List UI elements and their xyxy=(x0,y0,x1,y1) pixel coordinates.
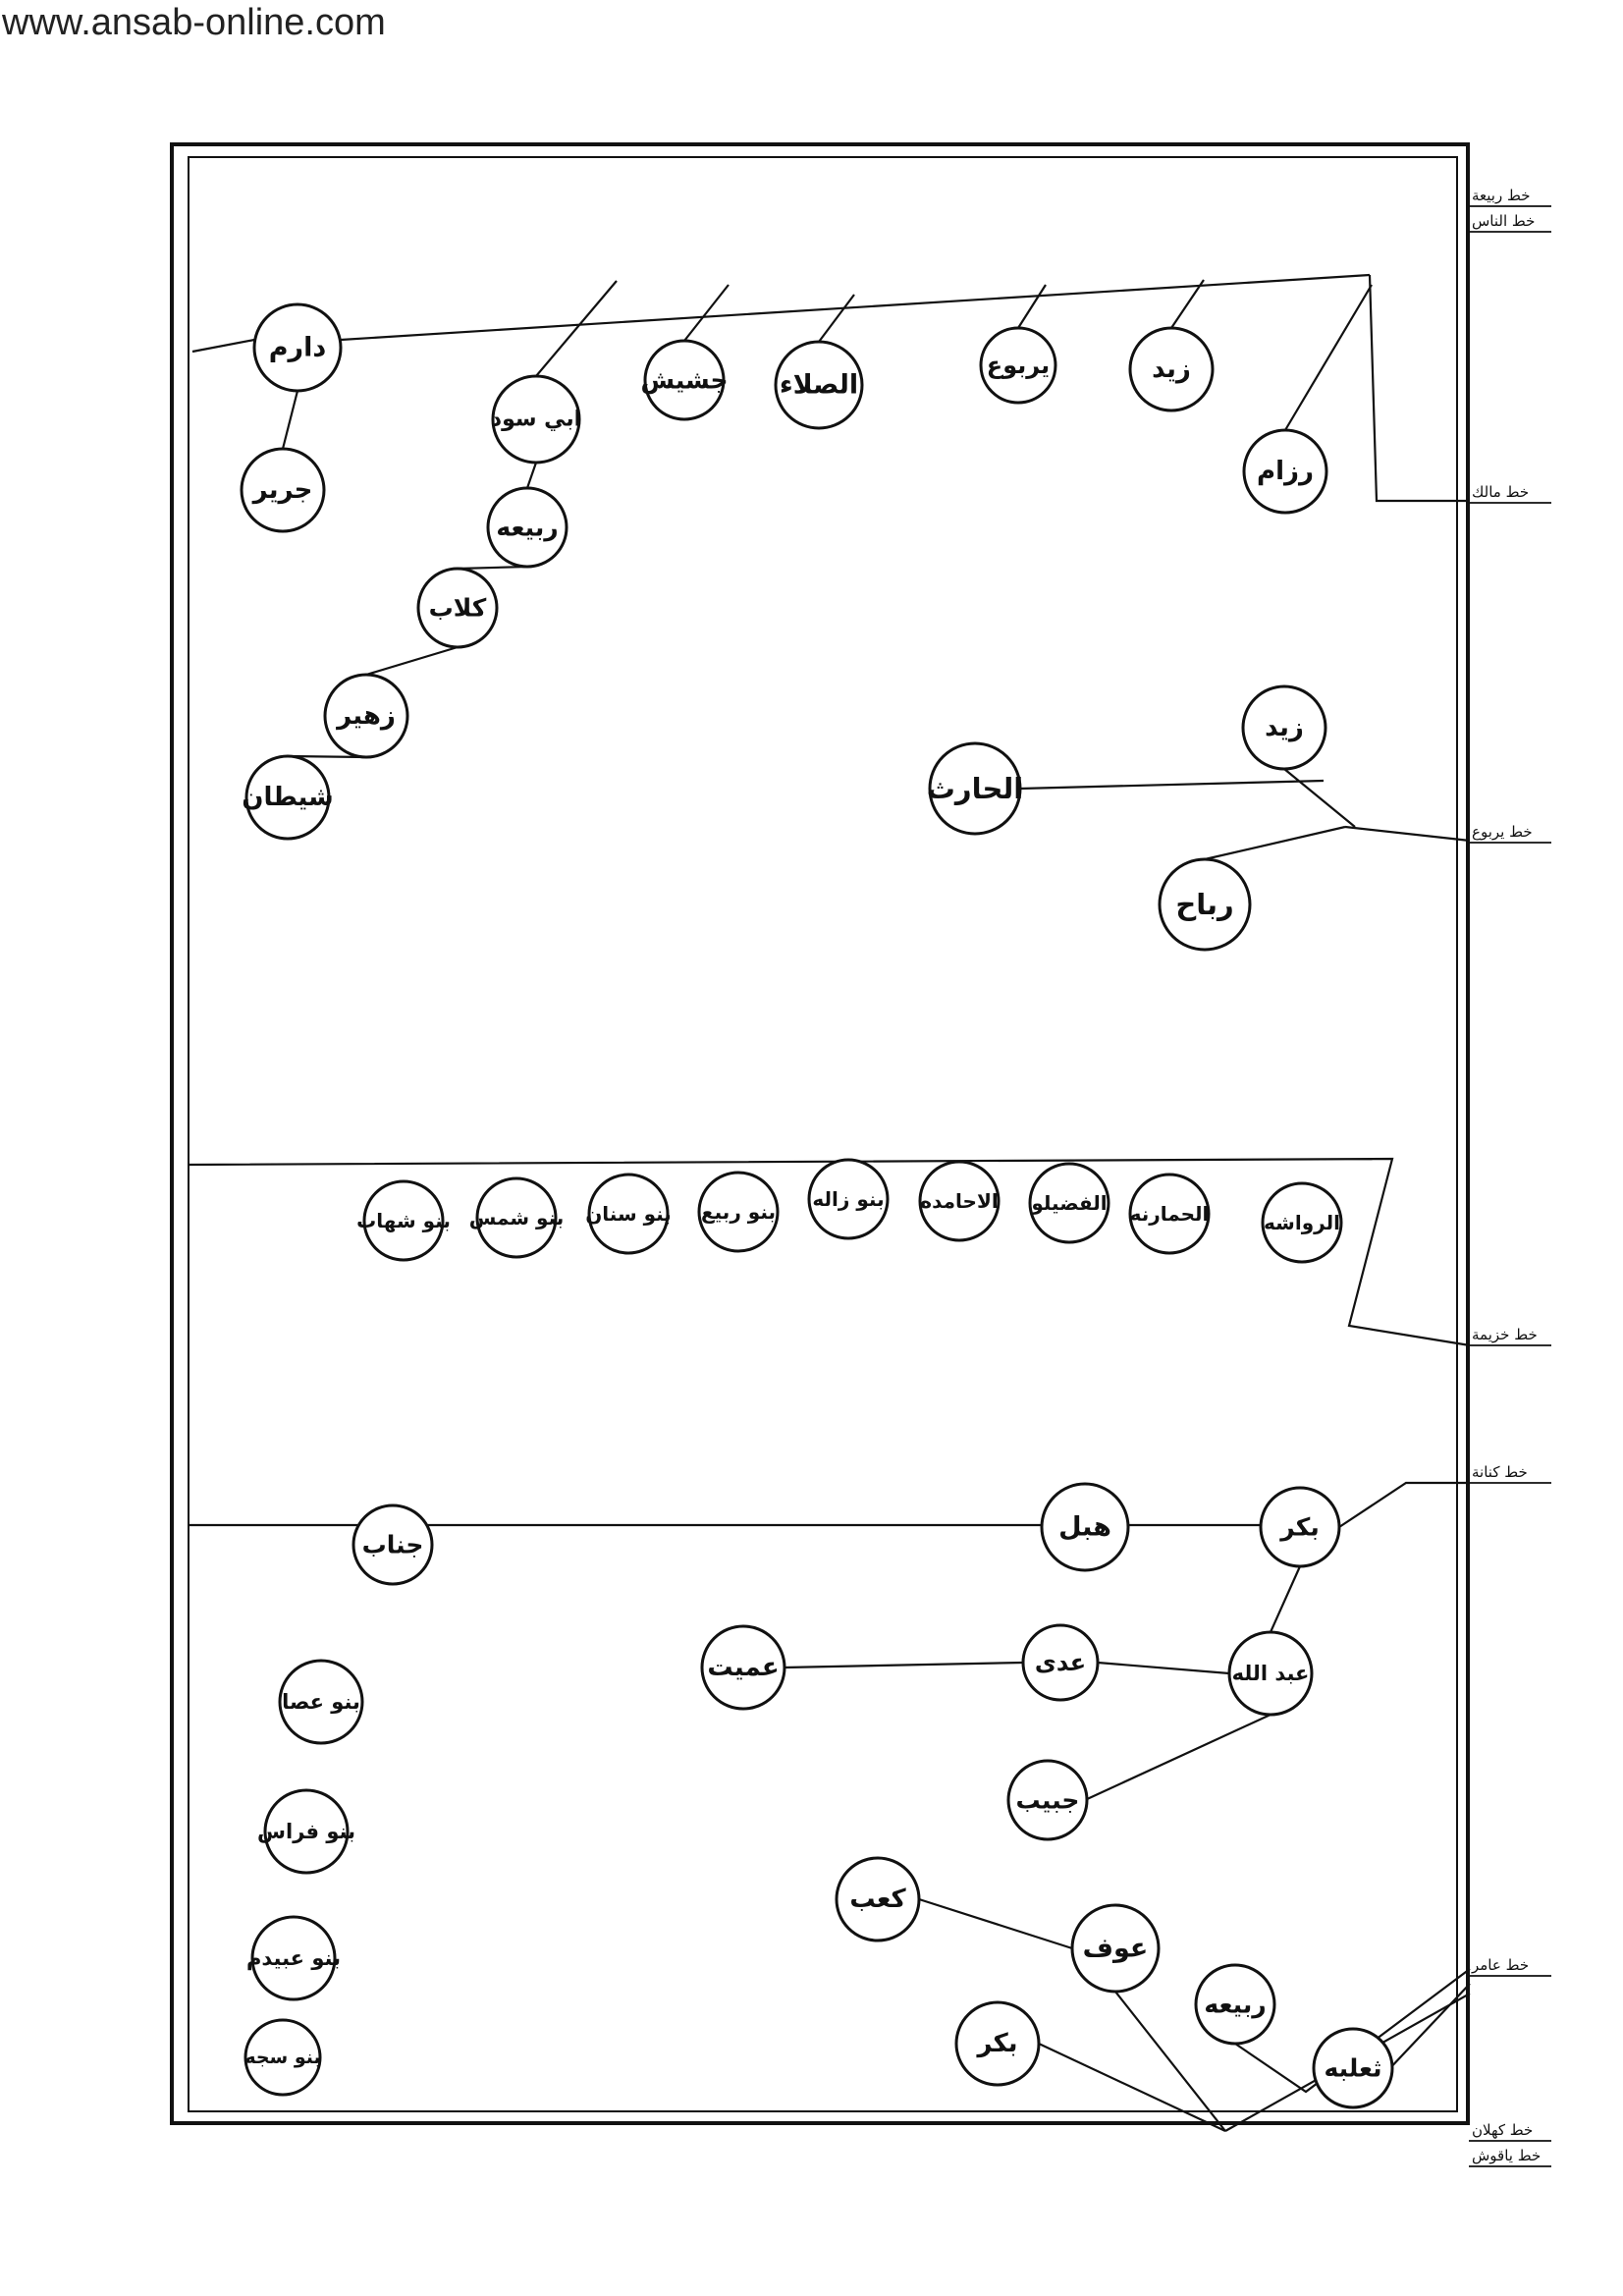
node-label: رباح xyxy=(1175,888,1234,921)
tree-node xyxy=(1263,1183,1341,1262)
node-label: جرير xyxy=(252,475,313,505)
node-label: زهير xyxy=(337,701,396,731)
tree-node xyxy=(1008,1761,1087,1839)
connector-line xyxy=(784,1663,1023,1667)
tree-node xyxy=(1314,2029,1392,2107)
line-marker-label: خط كهلان xyxy=(1472,2121,1534,2139)
tree-node xyxy=(280,1661,362,1743)
tree-node xyxy=(1244,430,1326,513)
tree-node xyxy=(1042,1484,1128,1570)
connector-line xyxy=(1284,769,1355,827)
node-label: الرواشه xyxy=(1264,1211,1340,1234)
line-marker-label: خط ياقوش xyxy=(1472,2147,1542,2164)
node-label: ربيعه xyxy=(1204,1990,1267,2019)
tree-node xyxy=(1261,1488,1339,1566)
node-label: الاحامده xyxy=(920,1189,999,1213)
line-marker-label: خط كنانة xyxy=(1472,1463,1528,1481)
tree-node xyxy=(956,2002,1039,2085)
connector-line xyxy=(1085,1715,1271,1800)
connector-line xyxy=(1020,781,1324,789)
connector-line xyxy=(684,285,729,341)
tree-node xyxy=(356,1181,451,1260)
tree-node xyxy=(244,2020,320,2095)
node-label: جشيش xyxy=(640,365,729,395)
node-label: هبل xyxy=(1058,1511,1111,1543)
tree-node xyxy=(1196,1965,1274,2044)
tree-node xyxy=(1130,328,1213,410)
node-label: بنو شمس xyxy=(468,1206,565,1230)
node-label: بنو شهاب xyxy=(356,1209,451,1232)
node-label: الحمارنه xyxy=(1129,1202,1210,1226)
node-label: كلاب xyxy=(428,593,487,623)
node-label: عوف xyxy=(1082,1933,1149,1964)
node-label: الحارث xyxy=(926,772,1024,805)
tree-node xyxy=(1130,1175,1210,1253)
tree-node xyxy=(981,328,1055,403)
node-label: بكر xyxy=(1280,1512,1320,1542)
tree-node xyxy=(809,1160,888,1238)
node-label: بنو عصا xyxy=(282,1690,360,1714)
node-label: بكر xyxy=(977,2029,1018,2058)
connector-line xyxy=(1018,285,1046,328)
tree-node xyxy=(1160,859,1250,950)
node-label: شيطان xyxy=(242,783,334,812)
site-url: www.ansab-online.com xyxy=(2,2,386,43)
node-label: عبد الله xyxy=(1231,1662,1310,1685)
tree-node xyxy=(242,756,333,839)
tree-node xyxy=(257,1790,355,1873)
tree-node xyxy=(702,1626,784,1709)
node-label: بنو سجه xyxy=(244,2047,321,2068)
tree-node xyxy=(1023,1625,1098,1700)
connector-line xyxy=(1039,2044,1225,2131)
connector-line xyxy=(919,1899,1072,1948)
line-marker-label: خط خزيمة xyxy=(1472,1326,1538,1343)
tree-node xyxy=(1243,686,1325,769)
node-label: بنو ربيع xyxy=(700,1200,777,1224)
node-label: جبيب xyxy=(1015,1785,1080,1815)
tree-node xyxy=(325,675,407,757)
tree-node xyxy=(353,1505,432,1584)
tree-node xyxy=(920,1162,999,1240)
tree-node xyxy=(488,488,567,567)
node-label: ربيعه xyxy=(496,513,559,542)
node-label: زيد xyxy=(1152,355,1191,384)
connector-line xyxy=(1370,275,1470,501)
node-label: بنو زاله xyxy=(812,1187,885,1211)
node-label: ابي سود xyxy=(490,407,582,432)
line-marker-label: خط ربيعة xyxy=(1472,187,1531,204)
connector-line xyxy=(536,281,617,376)
node-label: رزام xyxy=(1257,457,1314,486)
connector-line xyxy=(527,463,536,488)
tree-node xyxy=(927,743,1023,834)
line-marker-label: خط عامر xyxy=(1472,1956,1530,1974)
connector-line xyxy=(341,275,1370,340)
node-label: بنو عبيدم xyxy=(246,1946,341,1970)
line-marker-label: خط الناس xyxy=(1472,212,1536,230)
line-marker-label: خط مالك xyxy=(1472,483,1530,501)
tree-node xyxy=(246,1917,341,1999)
connector-line xyxy=(1205,827,1345,859)
connector-line xyxy=(283,391,298,449)
node-label: دارم xyxy=(268,332,327,363)
tree-node xyxy=(776,342,862,428)
tree-node xyxy=(418,569,497,647)
connector-line xyxy=(1345,827,1470,841)
connector-line xyxy=(1285,285,1372,430)
tree-node xyxy=(1229,1632,1312,1715)
name-nodes xyxy=(242,304,1392,2107)
node-label: الفضيلو xyxy=(1031,1191,1108,1215)
node-label: عدى xyxy=(1034,1649,1087,1676)
node-label: يربوع xyxy=(986,352,1051,379)
connector-line xyxy=(1098,1663,1229,1673)
tree-node xyxy=(837,1858,919,1941)
tree-node xyxy=(640,341,728,419)
connector-line xyxy=(458,567,527,569)
node-label: بنو فراس xyxy=(257,1820,355,1843)
connector-line xyxy=(192,340,254,352)
tree-node xyxy=(491,376,581,463)
node-label: جناب xyxy=(361,1530,424,1559)
line-marker-label: خط يربوع xyxy=(1472,823,1533,841)
node-label: الصلاء xyxy=(779,369,859,401)
node-label: ثعلبه xyxy=(1324,2053,1382,2083)
tree-node xyxy=(1072,1905,1159,1992)
connector-line xyxy=(366,647,458,675)
tree-node xyxy=(242,449,324,531)
node-label: عميت xyxy=(707,1653,780,1682)
node-label: بنو سنان xyxy=(585,1202,672,1226)
tree-node xyxy=(699,1173,778,1251)
tree-node xyxy=(585,1175,672,1253)
connector-line xyxy=(1339,1483,1470,1527)
node-label: كعب xyxy=(849,1885,906,1914)
node-label: زيد xyxy=(1265,713,1304,742)
tree-node xyxy=(469,1178,565,1257)
connector-line xyxy=(819,295,854,342)
tree-node xyxy=(1030,1164,1109,1242)
connector-line xyxy=(1271,1566,1300,1632)
tree-node xyxy=(254,304,341,391)
